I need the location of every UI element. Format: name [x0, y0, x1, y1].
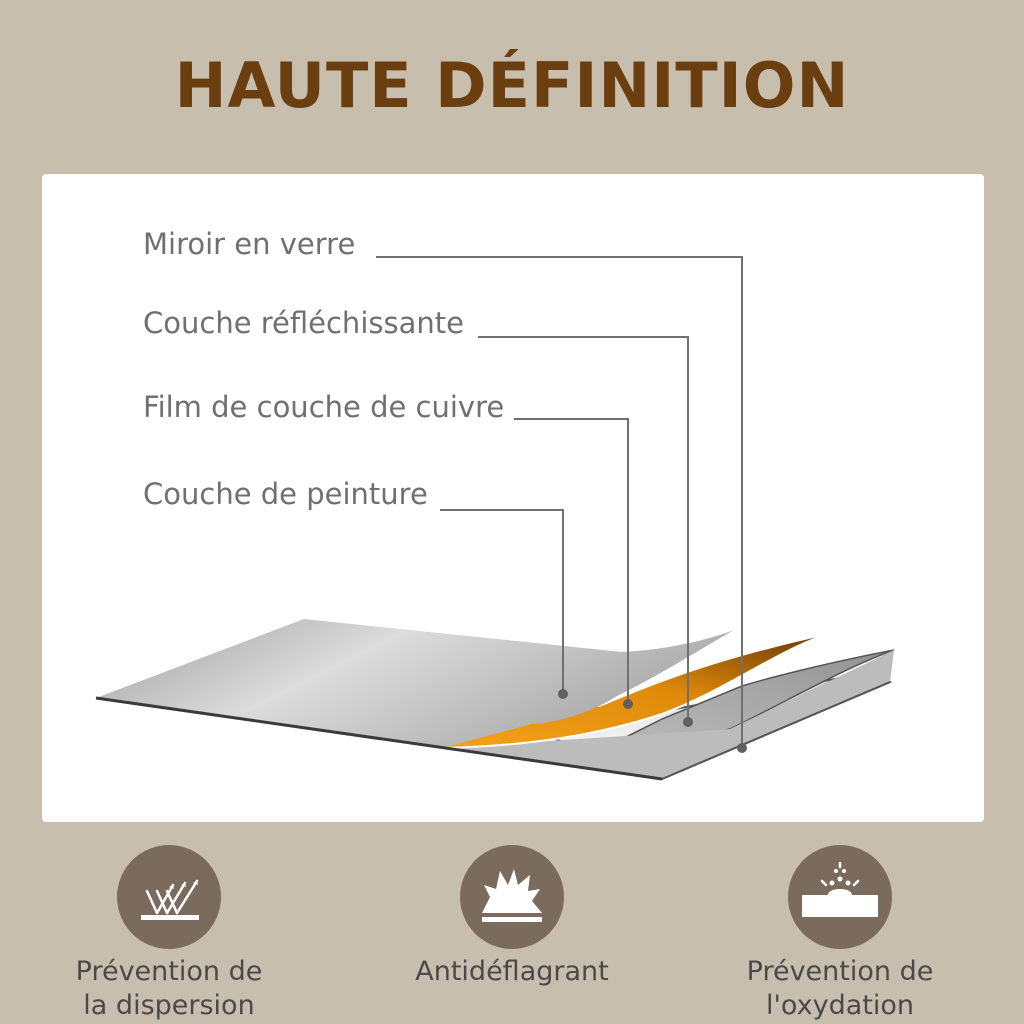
- feature-label-dispersion: Prévention de la dispersion: [75, 956, 263, 1021]
- layer-label-cuivre: Film de couche de cuivre: [143, 390, 505, 424]
- feature-antideflagrant: [362, 845, 662, 989]
- feature-oxydation: [690, 845, 990, 1023]
- layer-label-peinture: Couche de peinture: [143, 477, 428, 511]
- leader-dot-peinture: [558, 689, 568, 699]
- layer-label-miroir: Miroir en verre: [143, 227, 356, 261]
- leader-dot-miroir: [737, 743, 747, 753]
- layer-diagram-panel: [42, 174, 984, 822]
- feature-label-oxydation: Prévention de l'oxydation: [746, 956, 934, 1021]
- layer-label-reflechissante: Couche réfléchissante: [143, 306, 464, 340]
- feature-row: [0, 845, 1024, 1024]
- explosion-icon: [460, 845, 564, 949]
- oxidation-icon: [788, 845, 892, 949]
- feature-dispersion: [19, 845, 319, 1023]
- leader-dot-cuivre: [623, 699, 633, 709]
- feature-label-antideflagrant: Antidéflagrant: [415, 956, 609, 987]
- leader-dot-reflechissante: [683, 717, 693, 727]
- page-title: HAUTE DÉFINITION: [174, 49, 850, 122]
- reflection-arrows-icon: [117, 845, 221, 949]
